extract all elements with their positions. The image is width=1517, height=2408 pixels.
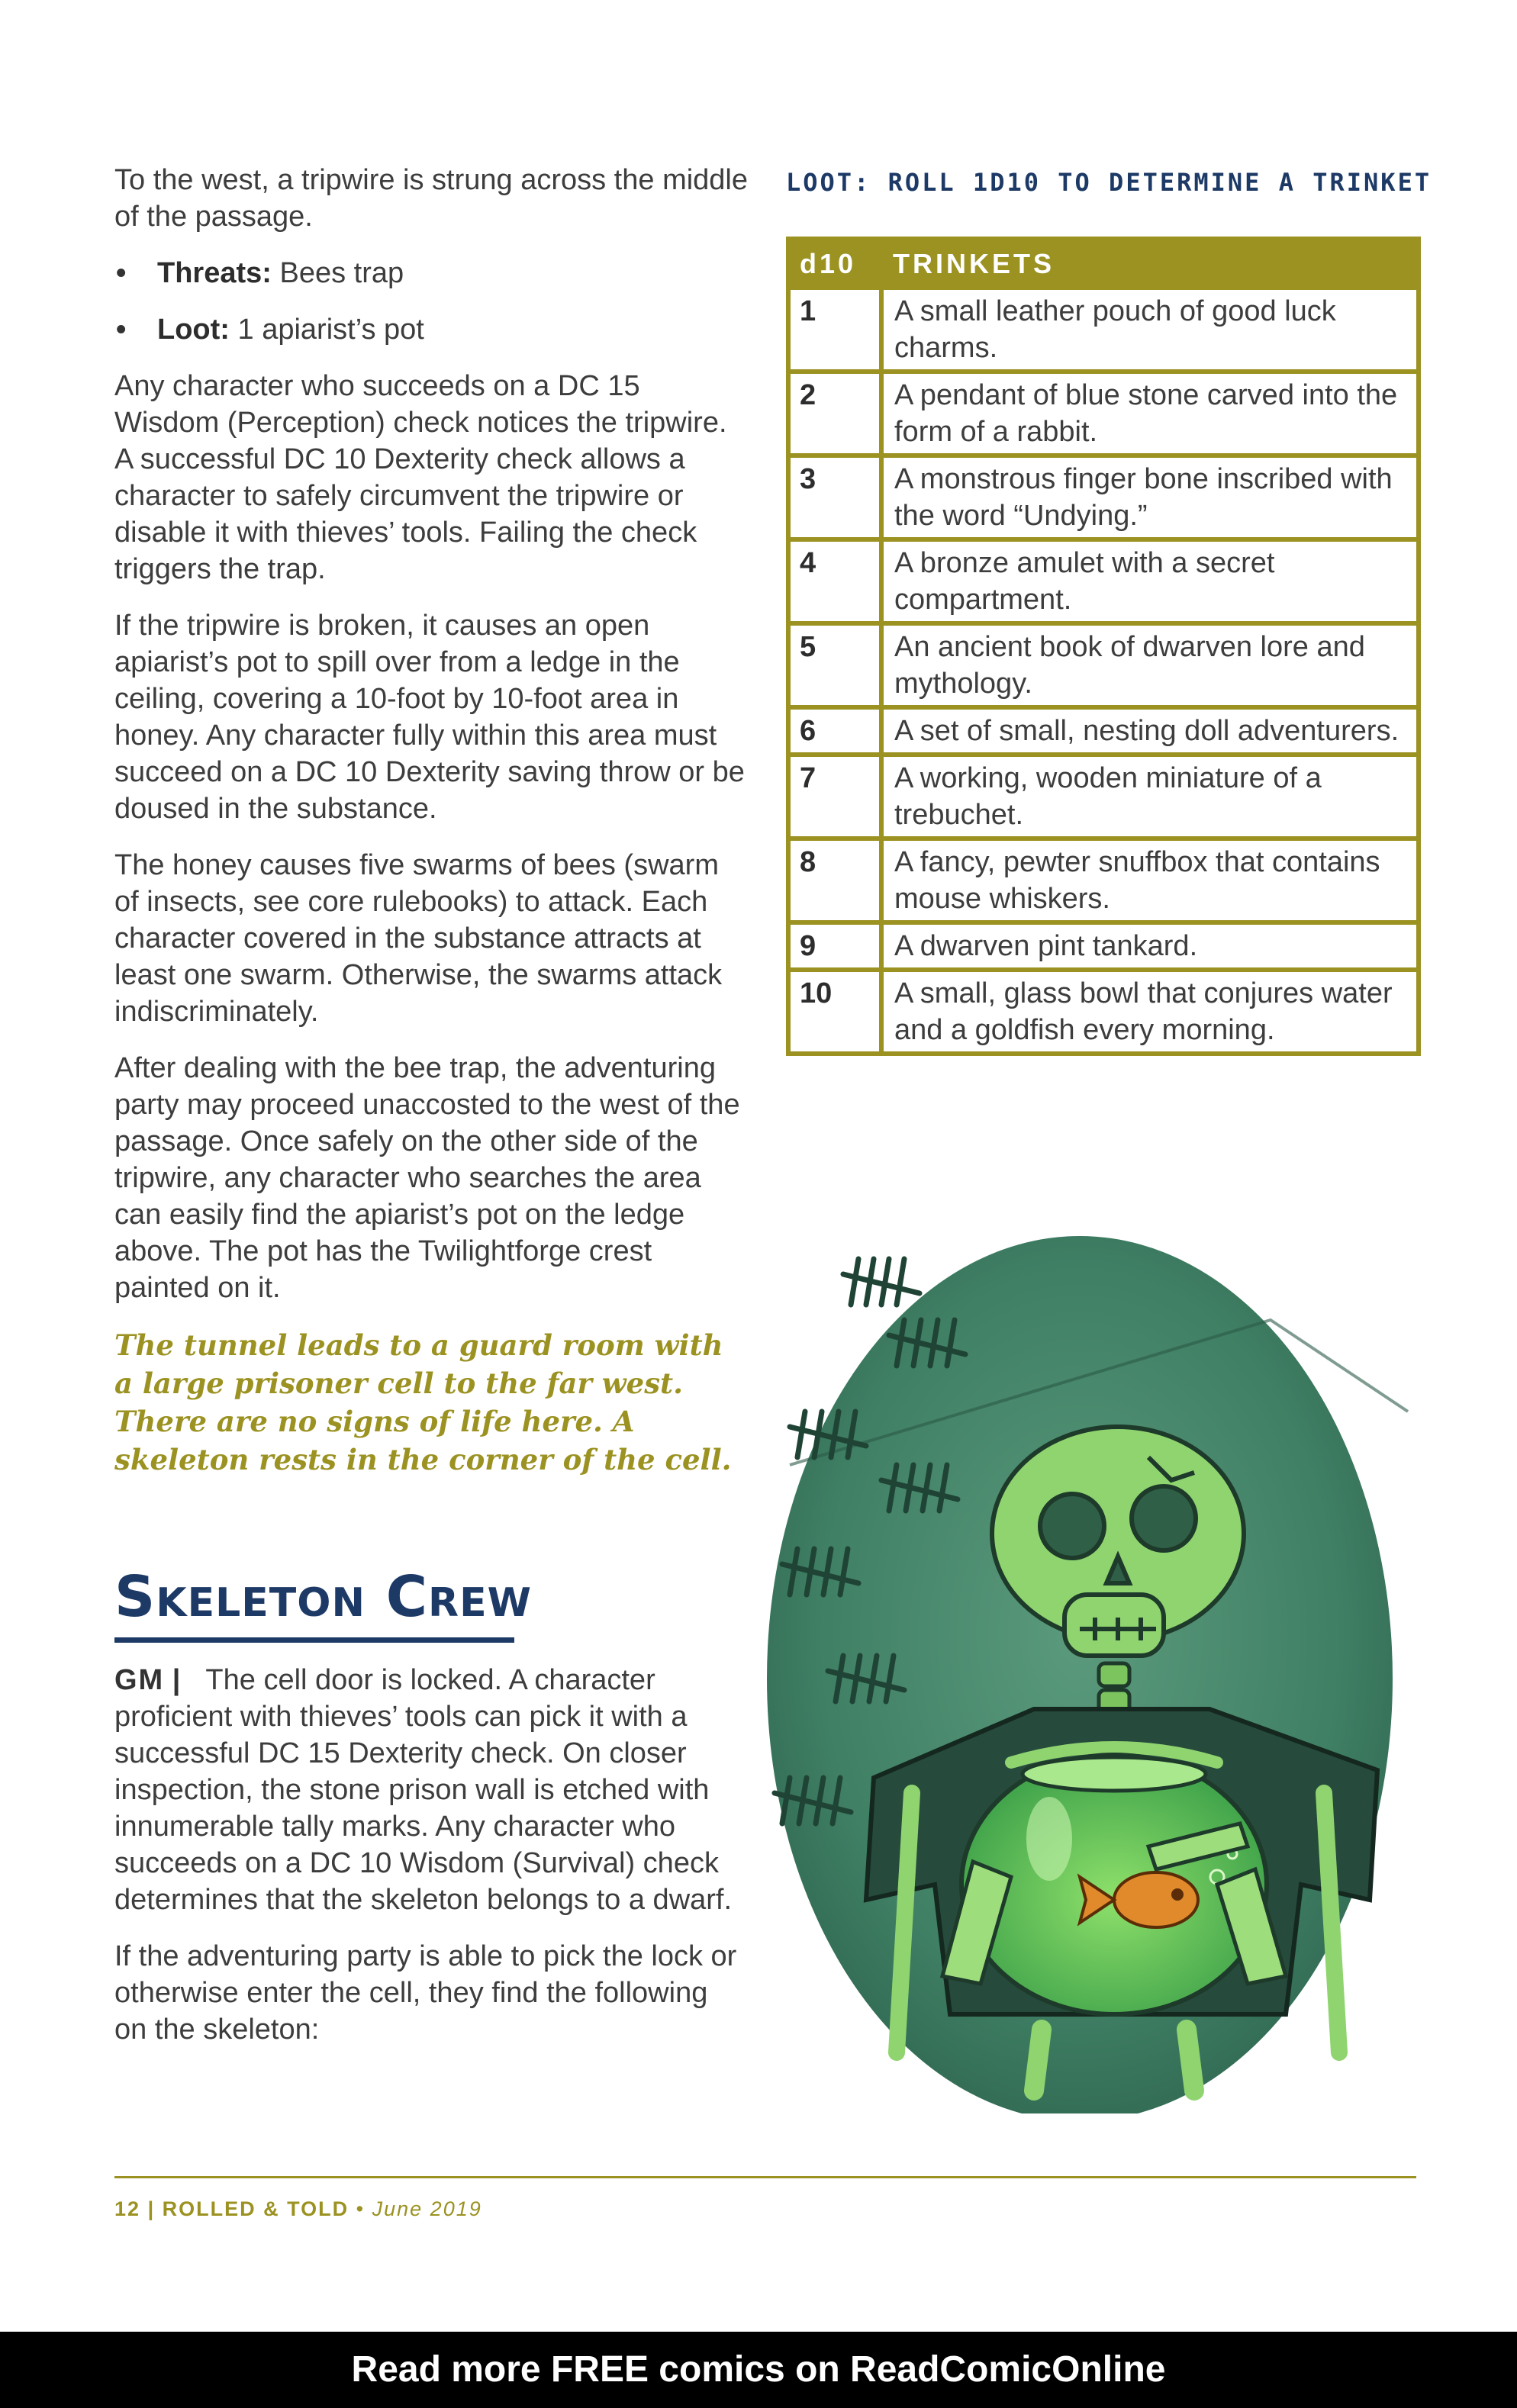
table-row xyxy=(788,707,1419,755)
title-underline xyxy=(114,1637,514,1643)
roll-number: 5 xyxy=(788,623,881,707)
trinket-text: An ancient book of dwarven lore and mythology. xyxy=(881,623,1419,707)
table-row xyxy=(788,623,1419,707)
roll-number: 1 xyxy=(788,288,881,372)
list-item xyxy=(114,311,748,348)
trinket-text: A working, wooden miniature of a trebuchet. xyxy=(881,755,1419,839)
trinket-text: A small leather pouch of good luck charms. xyxy=(881,288,1419,372)
trinket-text: A set of small, nesting doll adventurers. xyxy=(881,707,1419,755)
threats-label: Threats: xyxy=(157,257,272,289)
trinket-table xyxy=(786,237,1421,1056)
gm-paragraph xyxy=(114,1662,748,1918)
closing-paragraph: If the adventuring party is able to pick the lock or otherwise enter the cell, they find the following on the skeleton: xyxy=(114,1940,737,2046)
left-column xyxy=(114,162,748,1499)
roll-number: 3 xyxy=(788,456,881,539)
roll-number: 2 xyxy=(788,372,881,456)
footer-rule xyxy=(114,2176,1416,2178)
gm-separator: | xyxy=(172,1664,182,1696)
loot-label: Loot: xyxy=(157,314,230,346)
trinket-text: A pendant of blue stone carved into the form of a rabbit. xyxy=(881,372,1419,456)
page-number: 12 xyxy=(114,2197,141,2220)
footer-separator: | xyxy=(147,2197,156,2220)
section-body xyxy=(114,1662,748,2068)
body-paragraph: The honey causes five swarms of bees (swarm of insects, see core rulebooks) to attack. Each character covered in the substance attracts at least one swarm. Otherwise, the swarms attack indiscriminately. xyxy=(114,849,723,1028)
table-row xyxy=(788,288,1419,372)
tally-group xyxy=(843,1259,920,1305)
trinkets-column-header: TRINKETS xyxy=(881,239,1419,288)
skeleton-illustration xyxy=(721,1213,1438,2113)
table-header-row xyxy=(788,239,1419,288)
body-paragraph: Any character who succeeds on a DC 15 Wisdom (Perception) check notices the tripwire. A successful DC 10 Dexterity check allows a character to safely circumvent the tripwire or disable it with thieves’ tools. Failing the check triggers the trap. xyxy=(114,370,727,585)
gm-text: The cell door is locked. A character proficient with thieves’ tools can pick it with a successful DC 15 Dexterity check. On closer inspection, the stone prison wall is etched with innumerable tally marks. Any character who succeeds on a DC 10 Wisdom (Survival) check determines that the skeleton belongs to a dwarf. xyxy=(114,1664,733,1916)
table-row xyxy=(788,755,1419,839)
loot-table-heading: LOOT: ROLL 1D10 TO DETERMINE A TRINKET xyxy=(786,168,1432,197)
trinket-text: A bronze amulet with a secret compartment. xyxy=(881,539,1419,623)
threat-loot-list xyxy=(114,255,748,348)
read-aloud-callout: The tunnel leads to a guard room with a large prisoner cell to the far west. There are no signs of life here. A skeleton rests in the corner of the cell. xyxy=(114,1328,732,1476)
body-paragraph: After dealing with the bee trap, the adventuring party may proceed unaccosted to the west of the passage. Once safely on the other side of the tripwire, any character who searches the area can easily find the apiarist’s pot on the ledge above. The pot has the Twilightforge crest painted on it. xyxy=(114,1052,740,1304)
magazine-name: ROLLED & TOLD xyxy=(162,2197,349,2220)
promo-banner[interactable]: Read more FREE comics on ReadComicOnline xyxy=(0,2332,1517,2408)
section-title: Skeleton Crew xyxy=(114,1564,532,1630)
table-row xyxy=(788,970,1419,1054)
table-row xyxy=(788,922,1419,970)
loot-value: 1 apiarist’s pot xyxy=(229,314,424,346)
roll-number: 9 xyxy=(788,922,881,970)
roll-number: 4 xyxy=(788,539,881,623)
body-paragraph: If the tripwire is broken, it causes an open apiarist’s pot to spill over from a ledge in the ceiling, covering a 10-foot by 10-foot area in honey. Any character fully within this area must succeed on a DC 10 Dexterity saving throw or be doused in the substance. xyxy=(114,610,745,825)
table-row xyxy=(788,539,1419,623)
trinket-text: A fancy, pewter snuffbox that contains mouse whiskers. xyxy=(881,839,1419,922)
list-item xyxy=(114,255,748,291)
table-row xyxy=(788,839,1419,922)
gm-label: GM xyxy=(114,1664,165,1696)
die-column-header: d10 xyxy=(788,239,881,288)
trinket-text: A dwarven pint tankard. xyxy=(881,922,1419,970)
issue-date: June 2019 xyxy=(372,2197,482,2220)
trinket-text: A small, glass bowl that conjures water and a goldfish every morning. xyxy=(881,970,1419,1054)
table-row xyxy=(788,372,1419,456)
roll-number: 8 xyxy=(788,839,881,922)
page-footer xyxy=(114,2197,482,2221)
table-row xyxy=(788,456,1419,539)
footer-bullet: • xyxy=(356,2197,366,2220)
intro-paragraph: To the west, a tripwire is strung across the middle of the passage. xyxy=(114,164,749,233)
roll-number: 10 xyxy=(788,970,881,1054)
trinket-text: A monstrous finger bone inscribed with the word “Undying.” xyxy=(881,456,1419,539)
threats-value: Bees trap xyxy=(271,257,404,289)
roll-number: 6 xyxy=(788,707,881,755)
roll-number: 7 xyxy=(788,755,881,839)
